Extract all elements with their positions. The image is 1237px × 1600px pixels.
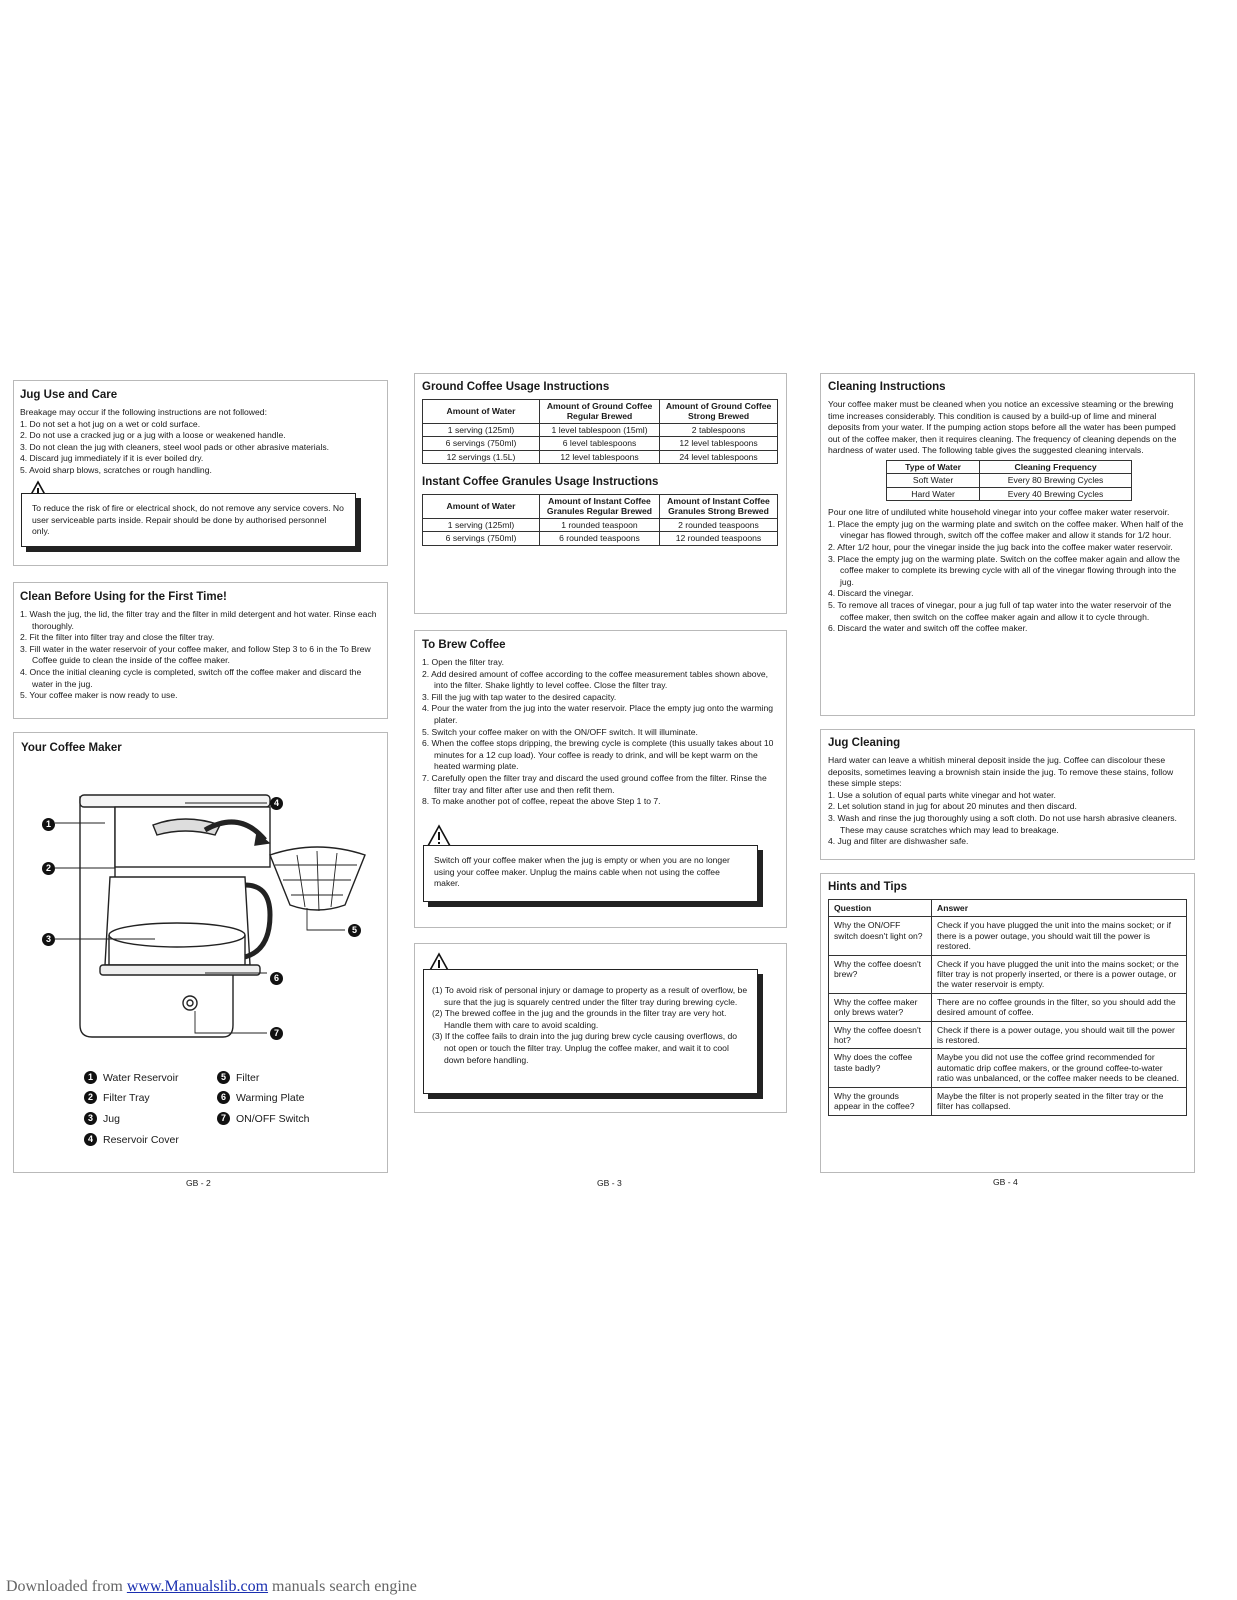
pour-text: Pour one litre of undiluted white household vinegar into your coffee maker water reservoir. — [828, 507, 1170, 518]
safety-list — [432, 985, 749, 1066]
cleaning-table — [886, 460, 1132, 501]
table-row — [423, 518, 778, 531]
legend-label: Filter Tray — [103, 1091, 150, 1104]
number-icon: 3 — [84, 1112, 97, 1125]
callout-6-icon: 6 — [270, 972, 283, 985]
table-row — [423, 437, 778, 450]
column-header: Amount of Ground Coffee Strong Brewed — [660, 400, 778, 424]
table-cell: 24 level tablespoons — [660, 450, 778, 463]
list-item: 4. Discard jug immediately if it is ever boiled dry. — [20, 453, 204, 464]
list-item: 2. Let solution stand in jug for about 20 minutes and then discard. — [828, 801, 1077, 812]
legend-item — [84, 1133, 179, 1146]
legend-label: ON/OFF Switch — [236, 1112, 310, 1125]
table-cell: 12 level tablespoons — [540, 450, 660, 463]
number-icon: 2 — [84, 1091, 97, 1104]
table-cell: 6 servings (750ml) — [423, 437, 540, 450]
callout-7-icon: 7 — [270, 1027, 283, 1040]
table-cell: 12 servings (1.5L) — [423, 450, 540, 463]
list-item: 3. Fill water in the water reservoir of your coffee maker, and follow Step 3 to 6 in the To Brew Coffee guide to clean the inside of the coffee maker. — [20, 643, 371, 666]
answer-cell: Check if there is a power outage, you should wait till the power is restored. — [932, 1021, 1187, 1049]
list-item: 5. To remove all traces of vinegar, pour a jug full of tap water into the water reservoir of the coffee maker, then switch on the coffee maker again and allow it to cycle through. — [828, 599, 1172, 622]
callout-2-icon: 2 — [42, 862, 55, 875]
safety-warning-box — [423, 969, 758, 1094]
jug-cleaning-list — [828, 790, 1187, 848]
answer-cell: Maybe you did not use the coffee grind recommended for automatic drip coffee makers, or the ground coffee-to-water ratio was unbalanced, or the coffee maker needs to be cleaned. — [932, 1049, 1187, 1087]
table-cell: 1 rounded teaspoon — [540, 518, 660, 531]
warning-box — [21, 493, 356, 547]
section-title: Instant Coffee Granules Usage Instructions — [422, 476, 659, 489]
question-cell: Why does the coffee taste badly? — [829, 1049, 932, 1087]
table-cell: 6 level tablespoons — [540, 437, 660, 450]
section-title: Clean Before Using for the First Time! — [20, 591, 227, 603]
column-header: Amount of Water — [423, 495, 540, 519]
table-row — [829, 955, 1187, 993]
download-line — [6, 1578, 417, 1596]
table-cell: 1 serving (125ml) — [423, 518, 540, 531]
intro-text: Your coffee maker must be cleaned when you notice an excessive steaming or the brewing time increases considerably. This condition is caused by a build-up of lime and mineral deposits from your water. If the pumping action stops before all the water has been pumped out of the coffee maker, then it requires cleaning. The frequency of cleaning depends on the hardness of water used. The following table gives the suggested cleaning intervals. — [828, 399, 1177, 456]
table-row — [423, 423, 778, 436]
list-item: 4. Once the initial cleaning cycle is completed, switch off the coffee maker and discard the water in the jug. — [20, 666, 362, 689]
hints-table — [828, 899, 1187, 1116]
section-title: To Brew Coffee — [422, 639, 506, 651]
table-row — [829, 1021, 1187, 1049]
list-item: 4. Pour the water from the jug into the water reservoir. Place the empty jug onto the warming plater. — [422, 703, 774, 725]
legend-item — [84, 1071, 178, 1084]
coffee-maker-diagram — [35, 785, 375, 1045]
question-cell: Why the coffee doesn't brew? — [829, 955, 932, 993]
ground-coffee-section — [414, 373, 787, 614]
list-item: 3. Wash and rinse the jug thoroughly using a soft cloth. Do not use harsh abrasive cleaners. These may cause scratches which may lead to breakage. — [828, 812, 1177, 835]
legend-label: Warming Plate — [236, 1091, 305, 1104]
list-item: 4. Jug and filter are dishwasher safe. — [828, 836, 969, 847]
legend-item — [84, 1112, 120, 1125]
answer-cell: There are no coffee grounds in the filter, so you should add the desired amount of coffee. — [932, 993, 1187, 1021]
legend-item — [217, 1071, 259, 1084]
manualslib-link[interactable]: www.Manualslib.com — [126, 1578, 269, 1595]
table-row — [829, 1087, 1187, 1115]
table-cell: 2 rounded teaspoons — [659, 518, 777, 531]
list-item: 2. After 1/2 hour, pour the vinegar inside the jug back into the coffee maker water reservoir. — [828, 541, 1173, 552]
table-row — [829, 1049, 1187, 1087]
clean-before-section — [13, 582, 388, 719]
legend-label: Reservoir Cover — [103, 1133, 179, 1146]
column-header: Answer — [932, 900, 1187, 917]
list-item: 5. Switch your coffee maker on with the ON/OFF switch. It will illuminate. — [422, 726, 698, 737]
table-header-row — [829, 900, 1187, 917]
question-cell: Why the grounds appear in the coffee? — [829, 1087, 932, 1115]
download-suffix: manuals search engine — [268, 1578, 417, 1595]
number-icon: 6 — [217, 1091, 230, 1104]
question-cell: Why the ON/OFF switch doesn't light on? — [829, 917, 932, 955]
page-number: GB - 4 — [993, 1177, 1018, 1187]
column-header: Cleaning Frequency — [980, 460, 1132, 473]
list-item: 1. Place the empty jug on the warming plate and switch on the coffee maker. When half of the vinegar has flowed through, switch off the coffee maker and allow it stands for 1/2 hour. — [828, 518, 1184, 541]
table-header-row — [423, 495, 778, 519]
callout-5-icon: 5 — [348, 924, 361, 937]
to-brew-list — [422, 657, 779, 808]
legend-item — [84, 1091, 150, 1104]
table-cell: Every 40 Brewing Cycles — [980, 487, 1132, 500]
list-item: (1) To avoid risk of personal injury or damage to property as a result of overflow, be sure that the jug is squarely centred under the filter tray during brewing cycle. — [432, 985, 748, 1007]
column-header: Question — [829, 900, 932, 917]
column-header: Amount of Ground Coffee Regular Brewed — [540, 400, 660, 424]
list-item: 2. Add desired amount of coffee according to the coffee measurement tables shown above, into the filter. Shake lightly to level coffee. Close the filter tray. — [422, 668, 769, 691]
intro-text: Breakage may occur if the following instructions are not followed: — [20, 407, 267, 417]
section-title: Jug Cleaning — [828, 737, 901, 749]
answer-cell: Check if you have plugged the unit into the mains socket; or the filter tray is not properly inserted, or there is a power outage, or the water reservoir is empty. — [932, 955, 1187, 993]
legend-label: Jug — [103, 1112, 120, 1125]
table-cell: Hard Water — [887, 487, 980, 500]
table-row — [829, 917, 1187, 955]
list-item: 5. Avoid sharp blows, scratches or rough handling. — [20, 464, 212, 475]
table-cell: Soft Water — [887, 474, 980, 487]
list-item: (3) If the coffee fails to drain into the jug during brew cycle causing overflows, do not open or touch the filter tray. Unplug the coffee maker, and wait it to cool down before handling. — [432, 1031, 738, 1065]
question-cell: Why the coffee doesn't hot? — [829, 1021, 932, 1049]
section-title: Ground Coffee Usage Instructions — [422, 381, 610, 393]
download-prefix: Downloaded from — [6, 1578, 127, 1595]
list-item: 3. Fill the jug with tap water to the desired capacity. — [422, 691, 617, 702]
list-item: 6. When the coffee stops dripping, the brewing cycle is complete (this usually takes about 10 minutes for a 12 cup load). Your coffee is ready to drink, and will be kept warm on the heated warming plate. — [422, 738, 774, 772]
list-item: 3. Do not clean the jug with cleaners, steel wool pads or other abrasive materials. — [20, 441, 330, 452]
list-item: 2. Do not use a cracked jug or a jug with a loose or weakened handle. — [20, 430, 286, 441]
page-number: GB - 2 — [186, 1178, 211, 1188]
list-item: 7. Carefully open the filter tray and discard the used ground coffee from the filter. Rinse the filter tray and filter after use and then refit them. — [422, 772, 767, 795]
cleaning-list — [828, 519, 1187, 635]
instant-coffee-table — [422, 494, 778, 546]
cleaning-section — [820, 373, 1195, 716]
legend-label: Water Reservoir — [103, 1071, 179, 1084]
list-item: 1. Do not set a hot jug on a wet or cold surface. — [20, 418, 201, 429]
answer-cell: Check if you have plugged the unit into the mains socket; or if there is a power outage, you should wait till the power is restored. — [932, 917, 1187, 955]
list-item: 1. Open the filter tray. — [422, 657, 504, 667]
table-row — [423, 450, 778, 463]
hints-section — [820, 873, 1195, 1173]
list-item: 2. Fit the filter into filter tray and close the filter tray. — [20, 632, 215, 643]
answer-cell: Maybe the filter is not properly seated in the filter tray or the filter has collapsed. — [932, 1087, 1187, 1115]
table-cell: 6 rounded teaspoons — [540, 532, 660, 545]
callout-4-icon: 4 — [270, 797, 283, 810]
list-item: 5. Your coffee maker is now ready to use. — [20, 690, 178, 701]
column-header: Type of Water — [887, 460, 980, 473]
legend-item — [217, 1091, 304, 1104]
jug-cleaning-section — [820, 729, 1195, 860]
table-cell: 12 level tablespoons — [660, 437, 778, 450]
table-cell: 12 rounded teaspoons — [659, 532, 777, 545]
table-row — [887, 487, 1132, 500]
section-title: Jug Use and Care — [20, 389, 118, 401]
question-cell: Why the coffee maker only brews water? — [829, 993, 932, 1021]
list-item: 4. Discard the vinegar. — [828, 588, 914, 599]
warning-text: Switch off your coffee maker when the jug is empty or when you are no longer using your coffee maker. Unplug the mains cable when not using the coffee maker. — [434, 855, 730, 889]
legend-item — [217, 1112, 310, 1125]
list-item: (2) The brewed coffee in the jug and the grounds in the filter tray are very hot. Handle them with care to avoid scalding. — [432, 1008, 727, 1030]
callout-1-icon: 1 — [42, 818, 55, 831]
page-number: GB - 3 — [597, 1178, 622, 1188]
number-icon: 5 — [217, 1071, 230, 1084]
legend-label: Filter — [236, 1071, 260, 1084]
number-icon: 4 — [84, 1133, 97, 1146]
warning-text: To reduce the risk of fire or electrical shock, do not remove any service covers. No user serviceable parts inside. Repair should be done by authorised personnel only. — [32, 503, 344, 537]
list-item: 6. Discard the water and switch off the coffee maker. — [828, 623, 1028, 634]
column-header: Amount of Instant Coffee Granules Regular Brewed — [540, 495, 660, 519]
list-item: 3. Place the empty jug on the warming plate. Switch on the coffee maker again and allow the coffee maker to complete its brewing cycle with all of the vinegar flowing through into the jug. — [828, 553, 1180, 587]
table-row — [829, 993, 1187, 1021]
section-title: Cleaning Instructions — [828, 381, 946, 393]
table-cell: 1 level tablespoon (15ml) — [540, 423, 660, 436]
column-header: Amount of Instant Coffee Granules Strong Brewed — [659, 495, 777, 519]
table-row — [887, 474, 1132, 487]
table-row — [423, 532, 778, 545]
callout-3-icon: 3 — [42, 933, 55, 946]
number-icon: 1 — [84, 1071, 97, 1084]
table-header-row — [887, 460, 1132, 473]
table-cell: 6 servings (750ml) — [423, 532, 540, 545]
column-header: Amount of Water — [423, 400, 540, 424]
list-item: 1. Wash the jug, the lid, the filter tray and the filter in mild detergent and hot water. Rinse each thoroughly. — [20, 609, 377, 631]
table-cell: 1 serving (125ml) — [423, 423, 540, 436]
section-title: Hints and Tips — [828, 881, 908, 893]
table-header-row — [423, 400, 778, 424]
ground-coffee-table — [422, 399, 778, 464]
list-item: 1. Use a solution of equal parts white vinegar and hot water. — [828, 789, 1056, 800]
number-icon: 7 — [217, 1112, 230, 1125]
section-title: Your Coffee Maker — [21, 742, 122, 754]
list-item: 8. To make another pot of coffee, repeat the above Step 1 to 7. — [422, 796, 661, 807]
jug-use-list — [20, 419, 381, 477]
warning-box — [423, 845, 758, 902]
intro-text: Hard water can leave a whitish mineral deposit inside the jug. Coffee can discolour these deposits, sometimes leaving a brownish stain inside the jug. To remove these stains, follow these simple steps: — [828, 755, 1174, 789]
table-cell: 2 tablespoons — [660, 423, 778, 436]
table-cell: Every 80 Brewing Cycles — [980, 474, 1132, 487]
clean-before-list — [20, 609, 381, 702]
